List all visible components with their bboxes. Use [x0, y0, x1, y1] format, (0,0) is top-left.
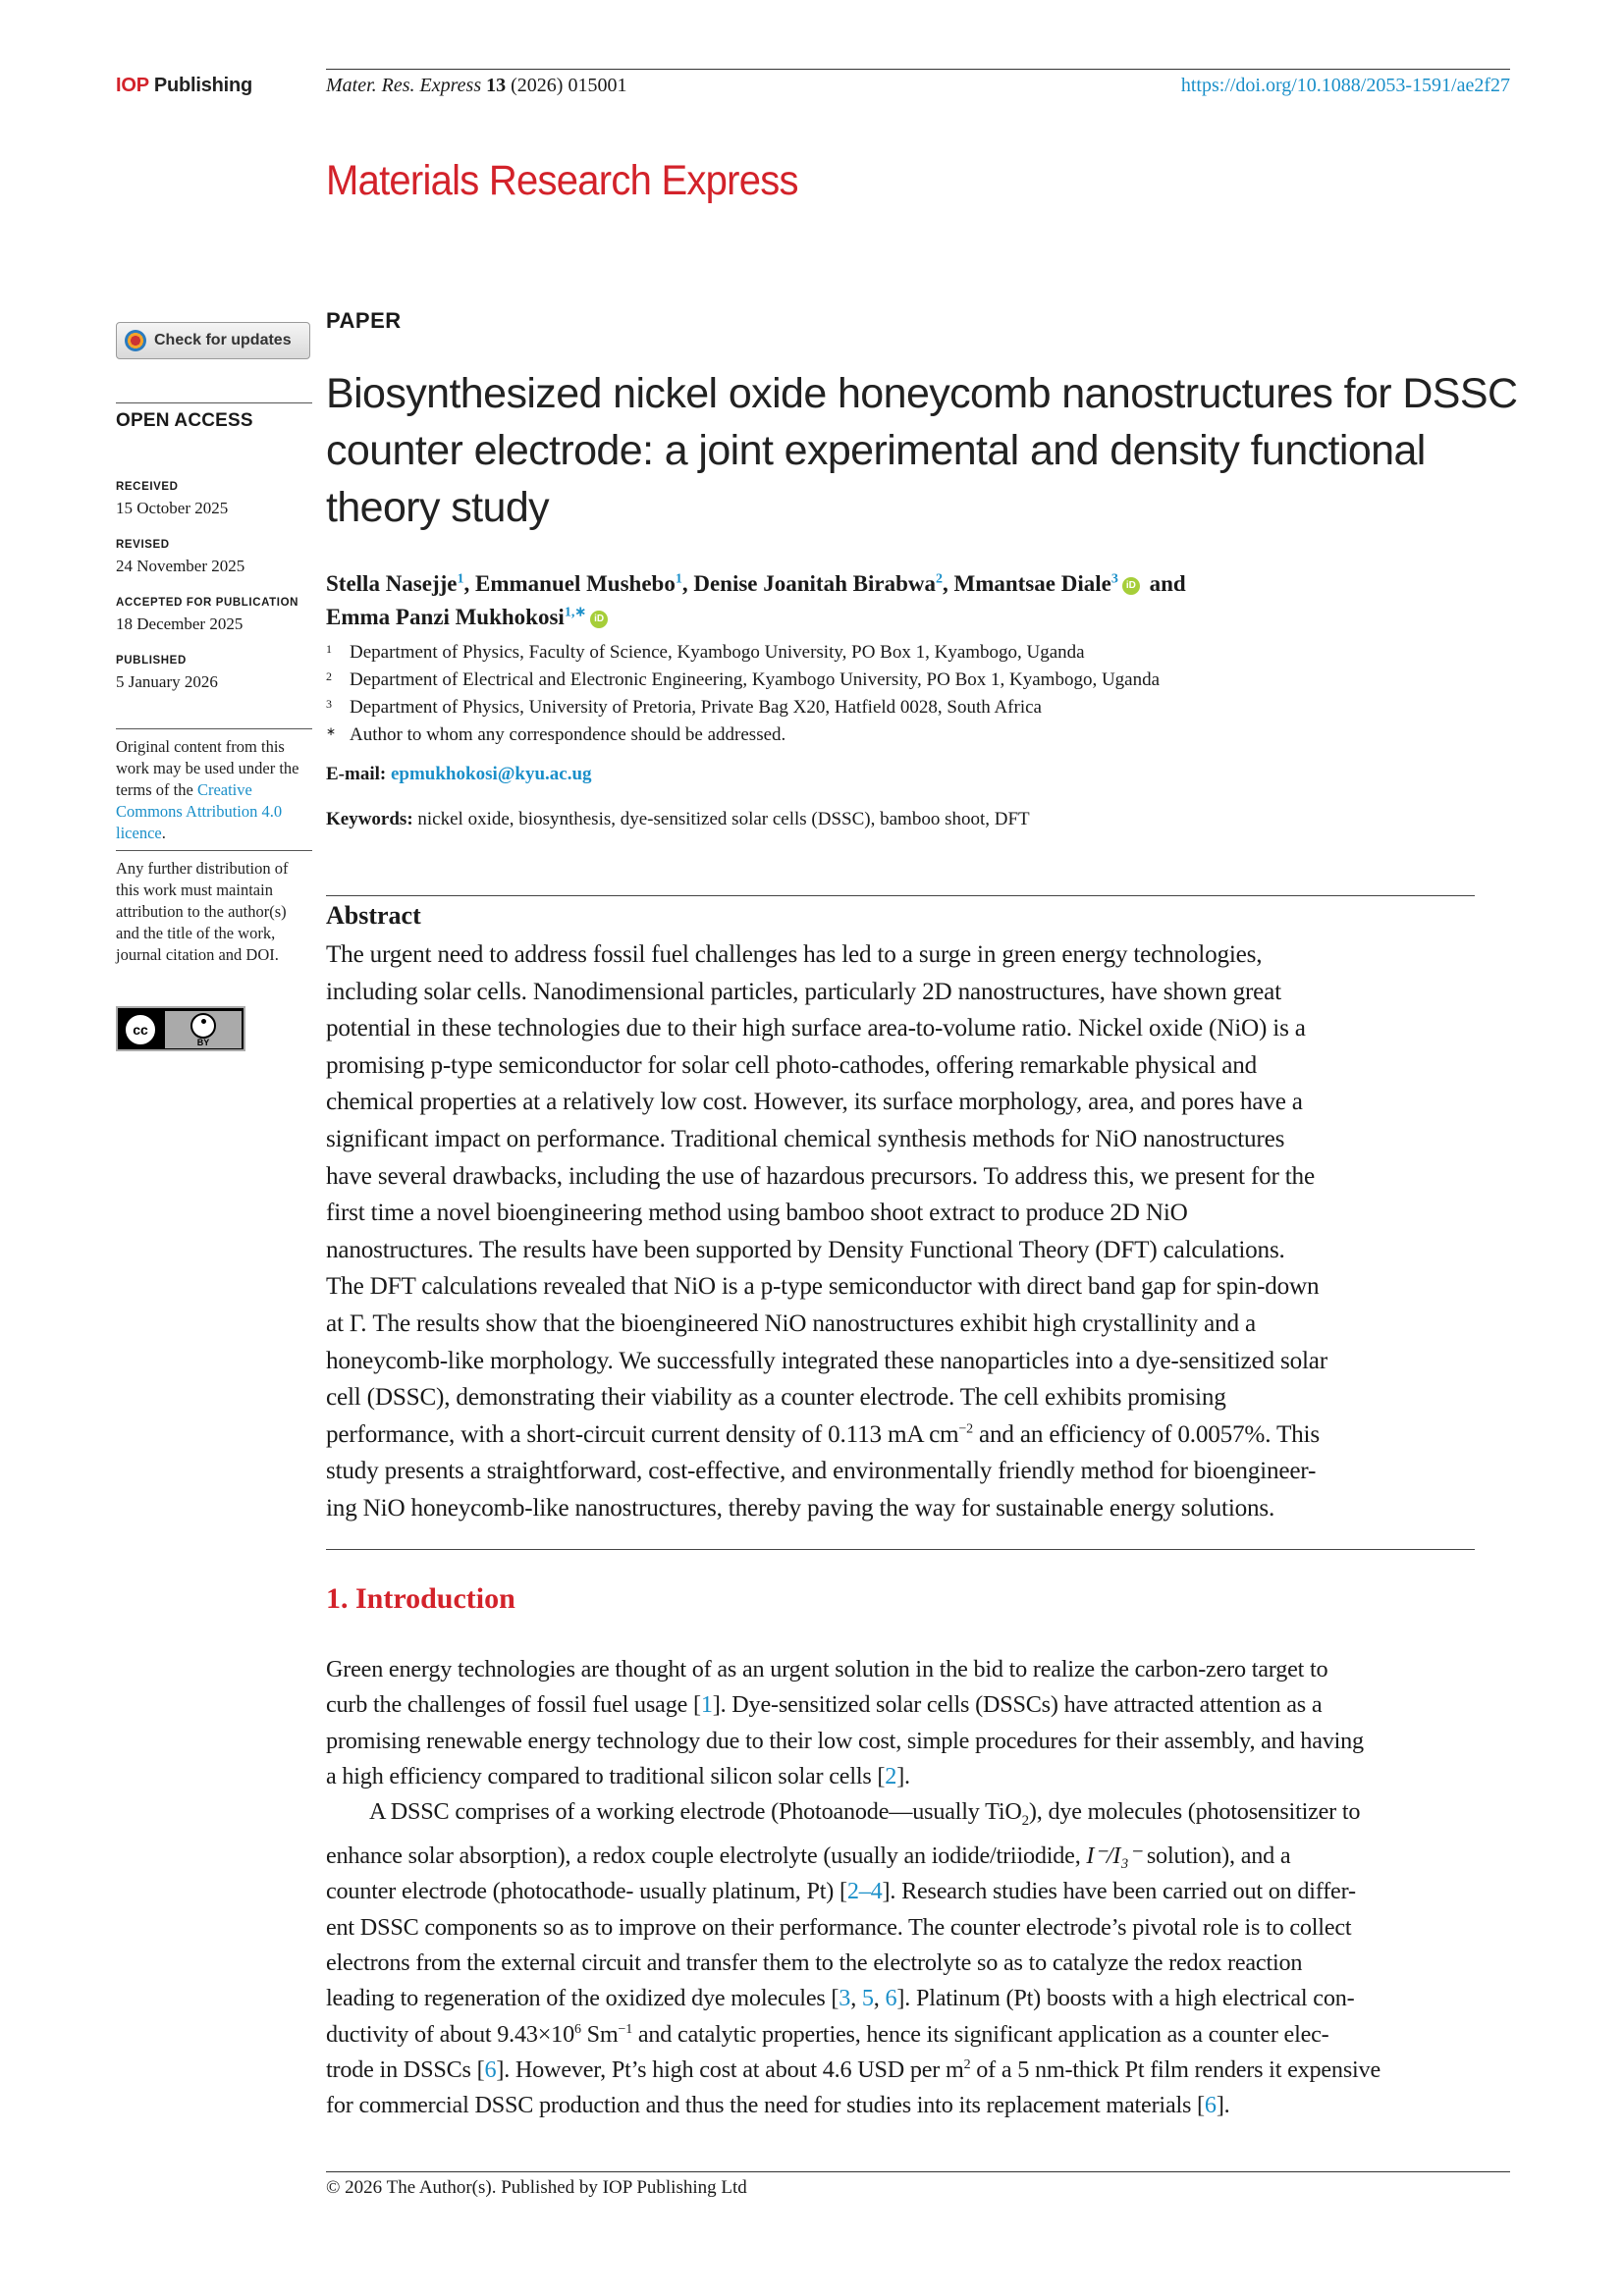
text-span: solution), and a	[1140, 1842, 1291, 1870]
text-line: Green energy technologies are thought of as an urgent solution in the bid to realize the carbon-zero target to	[326, 1656, 1328, 1682]
date-label: RECEIVED	[116, 481, 179, 493]
abstract-line-text: performance, with a short-circuit current density of 0.113 mA cm	[326, 1420, 959, 1448]
affiliation-number: 3	[326, 697, 332, 711]
journal-name[interactable]: Materials Research Express	[326, 157, 798, 204]
header-rule	[326, 69, 1510, 70]
text-span: trode in DSSCs [	[326, 2056, 485, 2083]
author-name[interactable]: Stella Nasejje	[326, 571, 458, 596]
keywords-line	[326, 809, 1030, 830]
reference-link[interactable]: 6	[1204, 2092, 1217, 2119]
text-line	[326, 1794, 1519, 1839]
text-span: ]. Research studies have been carried out on differ-	[882, 1878, 1356, 1905]
reference-link[interactable]: 2–4	[846, 1878, 883, 1905]
author-list: Stella Nasejje$^1$, Emmanuel Mushebo$^1$, Denise Joanitah Birabwa$^2$, Mmantsae Diale$^3$ iD and Emma Panzi Mukhokosi$^{1,∗}$ iD	[326, 571, 1186, 629]
abstract-line: nanostructures. The results have been supported by Density Functional Theory (DFT) calculations.	[326, 1236, 1285, 1263]
text-line: ent DSSC components so as to improve on their performance. The counter electrode’s pivotal role is to collect	[326, 1913, 1352, 1941]
text-span: ].	[1216, 2092, 1230, 2119]
text-line	[326, 1759, 1519, 1794]
text-span: leading to regeneration of the oxidized dye molecules [	[326, 1985, 839, 2012]
author-affiliation[interactable]: 3	[1110, 571, 1118, 587]
abstract-line: promising p-type semiconductor for solar cell photo-cathodes, offering remarkable physical and	[326, 1051, 1258, 1079]
affiliation-text: Department of Electrical and Electronic Engineering, Kyambogo University, PO Box 1, Kyambogo, Uganda	[350, 669, 1161, 690]
cc-license-link[interactable]: Creative Commons Attribution 4.0 licence	[116, 780, 283, 842]
abstract-line: at Γ. The results show that the bioengineered NiO nanostructures exhibit high crystallinity and a	[326, 1309, 1256, 1337]
sidebar-rule	[116, 728, 312, 729]
email-label: E-mail:	[326, 764, 387, 784]
abstract-line: ing NiO honeycomb-like nanostructures, thereby paving the way for sustainable energy solutions.	[326, 1494, 1275, 1522]
text-line: promising renewable energy technology due to their low cost, simple procedures for their assembly, and having	[326, 1727, 1364, 1754]
email-link[interactable]: epmukhokosi@kyu.ac.ug	[390, 764, 592, 784]
citation-journal: Mater. Res. Express	[326, 75, 482, 96]
text-span: A DSSC comprises of a working electrode (Photoanode—usually TiO	[369, 1798, 1022, 1825]
abstract-text	[326, 936, 1529, 1527]
author-name[interactable]: Denise Joanitah Birabwa	[693, 571, 936, 596]
abstract-line: cell (DSSC), demonstrating their viability as a counter electrode. The cell exhibits promising	[326, 1384, 1226, 1412]
affiliation-number: ∗	[326, 724, 337, 738]
affiliation-text: Author to whom any correspondence should be addressed.	[350, 724, 786, 745]
text-span: ]. However, Pt’s high cost at about 4.6 USD per m	[496, 2056, 964, 2083]
by-label: BY	[196, 1038, 210, 1047]
text-span: for commercial DSSC production and thus the need for studies into its replacement materials [	[326, 2092, 1205, 2119]
text-line	[326, 2053, 1519, 2088]
license-pre: Original content from this work may be used under the terms of the	[116, 737, 299, 799]
abstract-line: study presents a straightforward, cost-effective, and environmentally friendly method for bioengineer-	[326, 1458, 1317, 1485]
author-name[interactable]: Emma Panzi Mukhokosi	[326, 605, 565, 629]
sidebar-rule	[116, 402, 312, 403]
text-span: ]. Dye-sensitized solar cells (DSSCs) have attracted attention as a	[712, 1691, 1323, 1719]
text-line	[326, 1839, 1519, 1874]
text-span: ]. Platinum (Pt) boosts with a high electrical con-	[896, 1985, 1355, 2012]
text-line: electrons from the external circuit and transfer them to the electrolyte so as to catalyze the redox reaction	[326, 1949, 1303, 1977]
by-icon	[165, 1011, 242, 1048]
intro-paragraph-2	[326, 1794, 1519, 2124]
orcid-icon[interactable]: iD	[1122, 577, 1140, 595]
reference-link[interactable]: 5	[861, 1985, 874, 2012]
text-line: leading to regeneration of the oxidized dye molecules [3, 5, 6]. Platinum (Pt) boosts with a high electrical con-	[326, 1985, 1355, 2012]
author-affiliation[interactable]: 2	[935, 571, 943, 587]
superscript: −1	[618, 2021, 633, 2037]
abstract-line: honeycomb-like morphology. We successfully integrated these nanoparticles into a dye-sensitized solar	[326, 1347, 1327, 1374]
author-affiliation[interactable]: 1,∗	[564, 605, 587, 620]
text-span: curb the challenges of fossil fuel usage [	[326, 1691, 701, 1719]
author-name[interactable]: Mmantsae Diale	[953, 571, 1111, 596]
logo-publishing: Publishing	[153, 75, 253, 96]
affiliation-number: 1	[326, 642, 332, 656]
affiliation-text: Department of Physics, University of Pretoria, Private Bag X20, Hatfield 0028, South Africa	[350, 697, 1042, 718]
abstract-line: chemical properties at a relatively low cost. However, its surface morphology, area, and pores have a	[326, 1089, 1303, 1116]
date-label: REVISED	[116, 539, 170, 551]
text-line	[326, 2088, 1519, 2123]
and-text: and	[1149, 571, 1186, 596]
date-value: 5 January 2026	[116, 672, 218, 691]
text-line	[326, 2017, 1519, 2053]
email-line	[326, 764, 592, 785]
open-access-label: OPEN ACCESS	[116, 410, 253, 431]
intro-paragraph-1	[326, 1652, 1519, 1794]
attribution-note: Any further distribution of this work must maintain attribution to the author(s) and the title of the work, journal citation and DOI.	[116, 859, 289, 964]
reference-link[interactable]: 2	[885, 1762, 897, 1789]
text-span: counter electrode (photocathode- usually platinum, Pt) [	[326, 1878, 847, 1905]
footer-rule	[326, 2171, 1510, 2172]
logo-iop: IOP	[116, 75, 149, 96]
date-value: 18 December 2025	[116, 614, 244, 633]
citation-rest: (2026) 015001	[511, 75, 627, 96]
text-span: a high efficiency compared to traditional silicon solar cells [	[326, 1762, 886, 1789]
abstract-line: The DFT calculations revealed that NiO is a p-type semiconductor with direct band gap for spin-down	[326, 1273, 1320, 1301]
article-title: Biosynthesized nickel oxide honeycomb nanostructures for DSSC counter electrode: a joint experimental and density functional theory study	[326, 370, 1518, 531]
author-affiliation[interactable]: 1	[457, 571, 464, 587]
text-line	[326, 1687, 1519, 1723]
reference-link[interactable]: 6	[484, 2056, 497, 2083]
superscript: 2	[963, 2056, 971, 2072]
orcid-icon[interactable]: iD	[590, 611, 608, 628]
abstract-bottom-rule	[326, 1549, 1475, 1550]
abstract-superscript: −2	[958, 1421, 973, 1437]
abstract-line: The urgent need to address fossil fuel challenges has led to a surge in green energy technologies,	[326, 941, 1263, 968]
license-note	[116, 736, 312, 844]
abstract-line-tail: and an efficiency of 0.0057%. This	[972, 1420, 1320, 1448]
text-line	[326, 1874, 1519, 1909]
abstract-heading: Abstract	[326, 901, 421, 930]
sidebar-rule	[116, 850, 312, 851]
abstract-top-rule	[326, 895, 1475, 896]
cc-icon: cc	[124, 1013, 157, 1046]
crossmark-icon	[125, 330, 146, 351]
affiliation	[326, 642, 1085, 664]
person-icon	[190, 1013, 216, 1039]
article-type: PAPER	[326, 308, 402, 333]
text-span: of a 5 nm-thick Pt film renders it expensive	[970, 2056, 1380, 2083]
reference-link[interactable]: 3	[839, 1985, 851, 2012]
subscript: 2	[1021, 1812, 1029, 1829]
date-value: 24 November 2025	[116, 557, 245, 575]
citation-volume: 13	[486, 75, 507, 96]
abstract-line: significant impact on performance. Traditional chemical synthesis methods for NiO nanostructures	[326, 1125, 1285, 1152]
affiliation	[326, 669, 1160, 691]
abstract-line	[326, 1416, 1529, 1454]
affiliation-number: 2	[326, 669, 332, 683]
reference-link[interactable]: 1	[700, 1691, 713, 1719]
cc-by-badge[interactable]	[116, 1006, 245, 1051]
text-span: Sm	[580, 2020, 619, 2048]
author-name[interactable]: Emmanuel Mushebo	[475, 571, 676, 596]
abstract-line: first time a novel bioengineering method using bamboo shoot extract to produce 2D NiO	[326, 1200, 1188, 1227]
journal-citation	[326, 75, 626, 97]
author-affiliation[interactable]: 1	[675, 571, 682, 587]
affiliation	[326, 724, 785, 746]
text-span: and catalytic properties, hence its significant application as a counter elec-	[632, 2020, 1329, 2048]
doi-link[interactable]: https://doi.org/10.1088/2053-1591/ae2f27	[1180, 75, 1510, 96]
keywords-label: Keywords:	[326, 809, 413, 829]
superscript: 6	[573, 2021, 581, 2037]
keywords-text: nickel oxide, biosynthesis, dye-sensitized solar cells (DSSC), bamboo shoot, DFT	[417, 809, 1030, 829]
math-expression: I⁻/I₃⁻	[1086, 1842, 1141, 1870]
check-updates-label: Check for updates	[154, 332, 292, 348]
reference-link[interactable]: 6	[885, 1985, 897, 2012]
copyright-footer: © 2026 The Author(s). Published by IOP Publishing Ltd	[326, 2177, 747, 2198]
text-span: ductivity of about 9.43×10	[326, 2020, 574, 2048]
text-span: ].	[896, 1762, 910, 1789]
iop-publishing-logo[interactable]	[116, 75, 252, 97]
abstract-line: including solar cells. Nanodimensional particles, particularly 2D nanostructures, have shown great	[326, 978, 1281, 1005]
date-label: ACCEPTED FOR PUBLICATION	[116, 597, 299, 609]
license-post: .	[161, 824, 166, 842]
text-span: enhance solar absorption), a redox couple electrolyte (usually an iodide/triiodide,	[326, 1842, 1087, 1870]
affiliation-text: Department of Physics, Faculty of Science, Kyambogo University, PO Box 1, Kyambogo, Uganda	[350, 642, 1085, 663]
section-heading-introduction: 1. Introduction	[326, 1582, 515, 1615]
date-label: PUBLISHED	[116, 655, 187, 667]
check-for-updates-button[interactable]	[116, 322, 310, 359]
affiliation	[326, 697, 1042, 719]
abstract-line: potential in these technologies due to their high surface area-to-volume ratio. Nickel oxide (NiO) is a	[326, 1015, 1306, 1042]
date-value: 15 October 2025	[116, 499, 229, 517]
text-span: ), dye molecules (photosensitizer to	[1028, 1798, 1361, 1825]
abstract-line: have several drawbacks, including the use of hazardous precursors. To address this, we present for the	[326, 1162, 1315, 1190]
